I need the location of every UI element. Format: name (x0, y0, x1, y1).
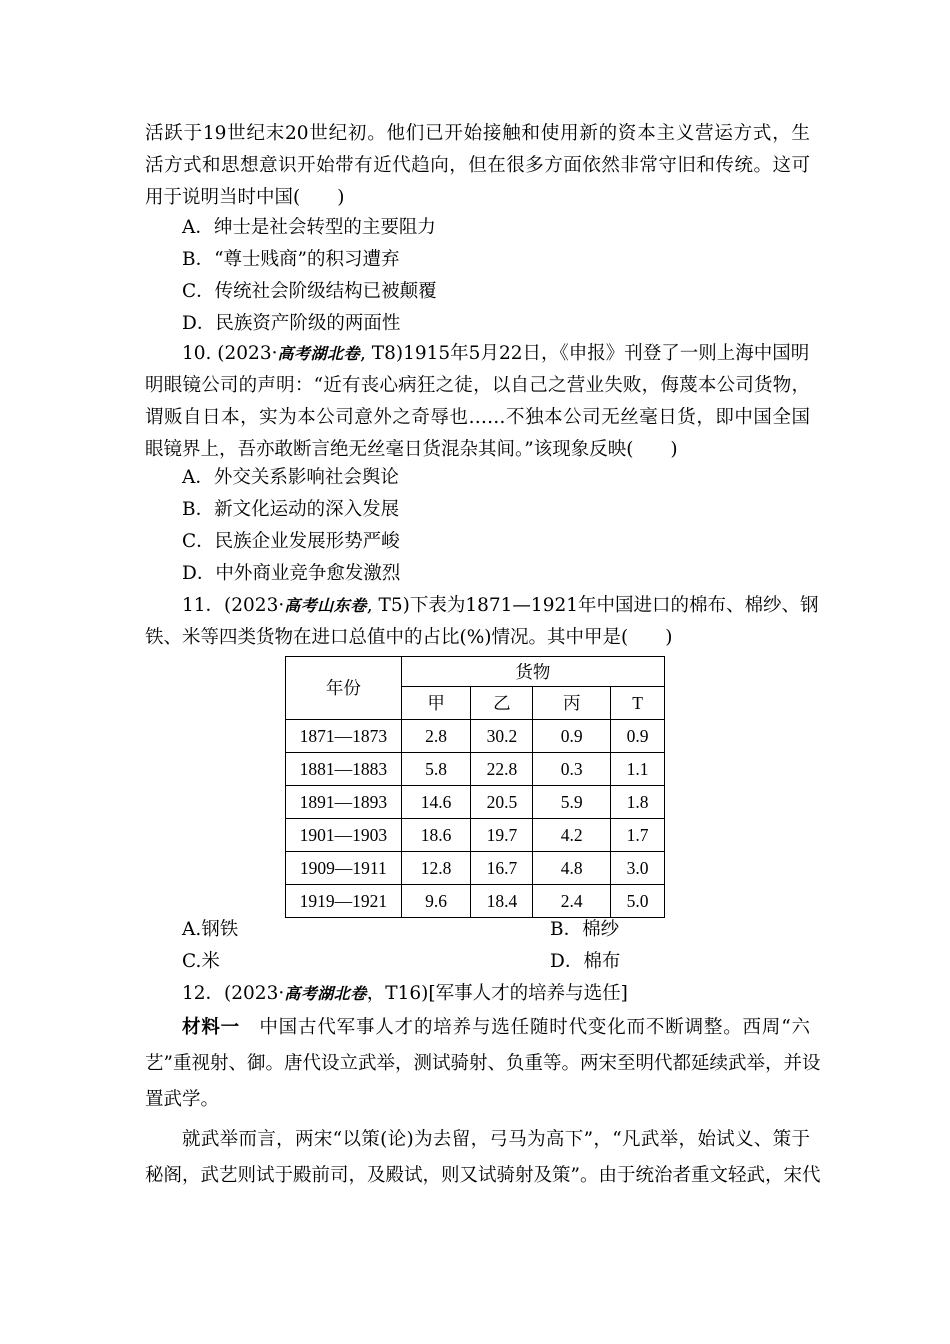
value-cell: 1.1 (611, 753, 665, 786)
value-cell: 0.9 (611, 720, 665, 753)
year-cell: 1891—1893 (286, 786, 402, 819)
value-cell: 0.3 (533, 753, 611, 786)
q10-stem-line-3: 谓贩自日本，实为本公司意外之奇辱也……不独本公司无丝毫日货，即中国全国 (145, 407, 810, 428)
q9-option-a: A．绅士是社会转型的主要阻力 (182, 217, 436, 238)
material-text: 中国古代军事人才的培养与选任随时代变化而不断调整。西周“六 (259, 1017, 810, 1038)
value-cell: 5.8 (401, 753, 471, 786)
q12-material-line-3: 置武学。 (145, 1089, 220, 1110)
goods-header: 货物 (401, 657, 664, 687)
table-row (286, 819, 665, 852)
q12-para2-line-2: 秘阁，武艺则试于殿前司，及殿试，则又试骑射及策”。由于统治者重文轻武，宋代 (145, 1165, 821, 1186)
year-cell: 1871—1873 (286, 720, 402, 753)
q10-option-c: C．民族企业发展形势严峻 (182, 531, 400, 552)
value-cell: 18.6 (401, 819, 471, 852)
q9-option-b: B．“尊士贱商”的积习遭弃 (182, 249, 400, 270)
q12-material-line-2: 艺”重视射、御。唐代设立武举，测试骑射、负重等。两宋至明代都延续武举，并设 (145, 1053, 821, 1074)
q11-option-b: B．棉纱 (550, 919, 620, 940)
table-row (286, 753, 665, 786)
value-cell: 5.0 (611, 885, 665, 918)
column-header: T (611, 687, 665, 720)
column-header: 乙 (471, 687, 533, 720)
table-row (286, 885, 665, 918)
value-cell: 14.6 (401, 786, 471, 819)
q11-option-d: D．棉布 (550, 951, 621, 972)
value-cell: 1.7 (611, 819, 665, 852)
q10-option-b: B．新文化运动的深入发展 (182, 499, 400, 520)
year-cell: 1901—1903 (286, 819, 402, 852)
year-header: 年份 (286, 657, 402, 720)
q11-option-a: A.钢铁 (182, 919, 239, 940)
q11-option-c: C.米 (182, 951, 220, 972)
value-cell: 1.8 (611, 786, 665, 819)
q12-number: 12．(2023· (182, 983, 285, 1004)
value-cell: 9.6 (401, 885, 471, 918)
q9-option-d: D．民族资产阶级的两面性 (182, 313, 401, 334)
q9-stem-line-2: 活方式和思想意识开始带有近代趋向，但在很多方面依然非常守旧和传统。这可 (145, 155, 810, 176)
q11-number: 11．(2023· (182, 595, 285, 616)
q12-para2-line-1: 就武举而言，两宋“以策(论)为去留，弓马为高下”，“凡武举，始试义、策于 (182, 1129, 810, 1150)
value-cell: 3.0 (611, 852, 665, 885)
value-cell: 30.2 (471, 720, 533, 753)
year-cell: 1919—1921 (286, 885, 402, 918)
q11-stem-line-2: 铁、米等四类货物在进口总值中的占比(%)情况。其中甲是( ) (145, 627, 673, 648)
value-cell: 22.8 (471, 753, 533, 786)
value-cell: 16.7 (471, 852, 533, 885)
material-label: 材料一 (182, 1017, 240, 1038)
column-header: 甲 (401, 687, 471, 720)
import-share-table (285, 656, 665, 918)
q11-stem-start: , T5)下表为1871—1921年中国进口的棉布、棉纱、钢 (366, 595, 819, 616)
q10-number: 10. (2023· (182, 343, 278, 364)
value-cell: 4.8 (533, 852, 611, 885)
table-header-row (286, 657, 665, 687)
value-cell: 2.8 (401, 720, 471, 753)
q10-option-d: D．中外商业竞争愈发激烈 (182, 563, 401, 584)
q12-first-line (182, 982, 810, 1006)
q10-stem-line-2: 明眼镜公司的声明：“近有丧心病狂之徒，以自己之营业失败，侮蔑本公司货物， (145, 375, 810, 396)
q10-source: 高考湖北卷 (277, 344, 360, 363)
value-cell: 0.9 (533, 720, 611, 753)
q11-first-line (182, 594, 819, 618)
column-header: 丙 (533, 687, 611, 720)
table-row (286, 852, 665, 885)
q10-option-a: A．外交关系影响社会舆论 (182, 467, 399, 488)
table-row (286, 786, 665, 819)
value-cell: 5.9 (533, 786, 611, 819)
q10-stem-start: , T8)1915年5月22日，《申报》刊登了一则上海中国明 (360, 343, 810, 364)
value-cell: 4.2 (533, 819, 611, 852)
year-cell: 1909—1911 (286, 852, 402, 885)
q9-option-c: C．传统社会阶级结构已被颠覆 (182, 281, 437, 302)
year-cell: 1881—1883 (286, 753, 402, 786)
q12-title: ，T16)[军事人才的培养与选任] (366, 983, 628, 1004)
q10-first-line (182, 342, 810, 366)
value-cell: 2.4 (533, 885, 611, 918)
q10-stem-line-4: 眼镜界上，吾亦敢断言绝无丝毫日货混杂其间。”该现象反映( ) (145, 439, 678, 460)
value-cell: 20.5 (471, 786, 533, 819)
q12-source: 高考湖北卷 (284, 984, 367, 1003)
q11-source: 高考山东卷 (284, 596, 367, 615)
value-cell: 18.4 (471, 885, 533, 918)
table-row (286, 720, 665, 753)
value-cell: 19.7 (471, 819, 533, 852)
value-cell: 12.8 (401, 852, 471, 885)
q9-stem-line-3: 用于说明当时中国( ) (145, 187, 345, 208)
q9-stem-line-1: 活跃于19世纪末20世纪初。他们已开始接触和使用新的资本主义营运方式，生 (145, 123, 810, 144)
q12-material-line-1 (182, 1016, 810, 1040)
